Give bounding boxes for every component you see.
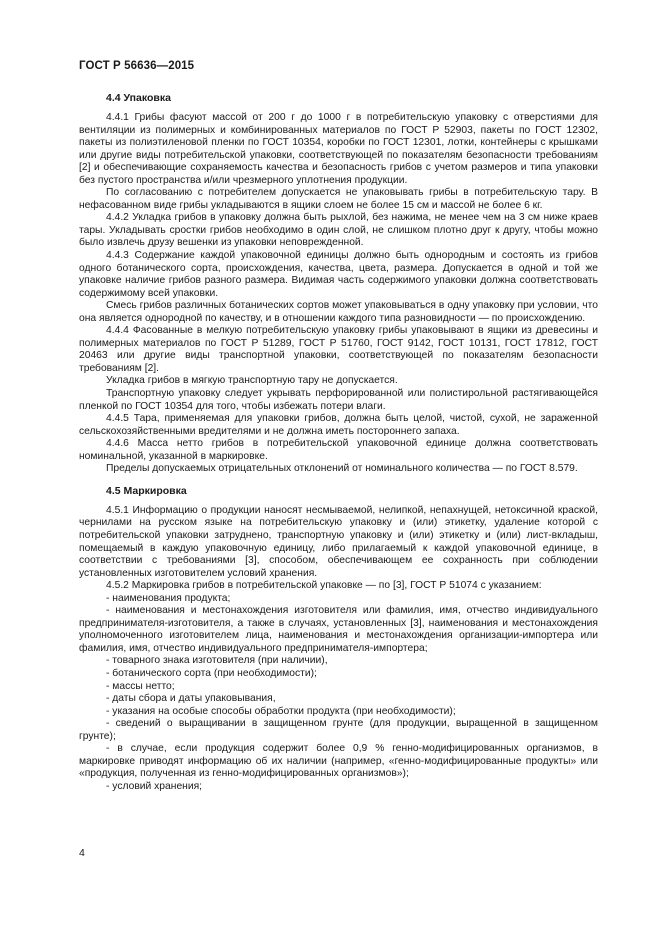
section-heading-marking: 4.5 Маркировка — [106, 484, 187, 497]
paragraph: 4.5.1 Информацию о продукции наносят несмываемой, нелипкой, непахнущей, нетоксичной краской, чернилами на русском языке на потребительскую упаковку и (или) этикетку, удаление которой с потребительской упаковки затруднено, транспортную упаковку и (или) этикетку и (или) лист-вкладыш, помещаемый в каждую упаковочную единицу, либо прилагаемый к каждой упаковочной единице, в соответствии с требованиями [3], способом, обеспечивающем ее сохранность при соблюдении установленных изготовителем условий хранения. — [79, 504, 598, 579]
list-item: - в случае, если продукция содержит более 0,9 % генно-модифицированных организмов, в маркировке приводят информацию об их наличии (например, «генно-модифицированные продукты» или «продукция, полученная из генно-модифицированных организмов»); — [79, 743, 598, 780]
paragraph: Пределы допускаемых отрицательных отклонений от номинального количества — по ГОСТ 8.579. — [106, 463, 578, 475]
document-header: ГОСТ Р 56636—2015 — [79, 60, 195, 72]
list-item: - сведений о выращивании в защищенном грунте (для продукции, выращенной в защищенном грунте); — [79, 718, 598, 742]
paragraph: 4.4.6 Масса нетто грибов в потребительской упаковочной единице должна соответствовать номинальной, указанной в маркировке. — [79, 438, 598, 462]
list-item: - массы нетто; — [106, 680, 175, 692]
paragraph: Укладка грибов в мягкую транспортную тару не допускается. — [106, 375, 398, 387]
paragraph: Смесь грибов различных ботанических сортов может упаковываться в одну упаковку при условии, что она является однородной по качеству, и в отношении каждого типа разновидности — по происхождению. — [79, 300, 598, 324]
list-item: - условий хранения; — [106, 780, 203, 792]
section-heading-packaging: 4.4 Упаковка — [106, 92, 171, 104]
list-item: - указания на особые способы обработки продукта (при необходимости); — [106, 705, 456, 717]
list-item: - наименования продукта; — [106, 592, 231, 604]
paragraph: 4.4.5 Тара, применяемая для упаковки грибов, должна быть целой, чистой, сухой, не зараженной сельскохозяйственными вредителями и не должна иметь постороннего запаха. — [79, 413, 598, 437]
paragraph: 4.4.4 Фасованные в мелкую потребительскую упаковку грибы упаковывают в ящики из древесины и полимерных материалов по ГОСТ Р 51289, ГОСТ Р 51760, ГОСТ 9142, ГОСТ 10131, ГОСТ 17812, ГОСТ 20463 или другие виды транспортной упаковки, соответствующей по показателям безопасности требованиям [2]. — [79, 325, 598, 374]
list-item: - даты сбора и даты упаковывания, — [106, 693, 276, 705]
list-item: - товарного знака изготовителя (при наличии), — [106, 655, 328, 667]
paragraph: По согласованию с потребителем допускается не упаковывать грибы в потребительскую тару. В нефасованном виде грибы укладываются в ящики слоем не более 15 см и массой не более 6 кг. — [79, 187, 598, 211]
list-item: - ботанического сорта (при необходимости); — [106, 667, 317, 679]
paragraph: 4.4.2 Укладка грибов в упаковку должна быть рыхлой, без нажима, не менее чем на 3 см ниже краев тары. Укладывать сростки грибов необходимо в один слой, не слишком плотно друг к другу, чтобы можно было извлечь друзу вешенки из упаковки неповрежденной. — [79, 212, 598, 249]
document-body — [79, 92, 598, 793]
list-item: - наименования и местонахождения изготовителя или фамилия, имя, отчество индивидуального предпринимателя-изготовителя, а также в случаях, установленных [3], наименования и местонахождения уполномоченного изготовителем лица, наименования и местонахождения организации-импортера или фамилия, имя, отчество индивидуального предпринимателя-импортера; — [79, 605, 598, 654]
page-number: 4 — [79, 847, 85, 859]
paragraph: 4.4.1 Грибы фасуют массой от 200 г до 1000 г в потребительскую упаковку с отверстиями для вентиляции из полимерных и комбинированных материалов по ГОСТ Р 52903, пакеты по ГОСТ 12302, пакеты из полиэтиленовой пленки по ГОСТ 10354, коробки по ГОСТ 12301, лотки, контейнеры с крышками или другие виды потребительской упаковки, соответствующей по показателям безопасности требованиям [2] и обеспечивающие сохраняемость качества и безопасность грибов с учетом размеров и типа упаковки без пустого пространства и/или чрезмерного уплотнения продукции. — [79, 112, 598, 186]
paragraph: 4.4.3 Содержание каждой упаковочной единицы должно быть однородным и состоять из грибов одного ботанического сорта, происхождения, качества, цвета, размера. Допускается в одной и той же упаковке наличие грибов разного размера. Видимая часть содержимого упаковки должна соответствовать содержимому всей упаковки. — [79, 250, 598, 299]
paragraph: Транспортную упаковку следует укрывать перфорированной или полистирольной растягивающейся пленкой по ГОСТ 10354 для того, чтобы избежать потери влаги. — [79, 388, 598, 412]
paragraph: 4.5.2 Маркировка грибов в потребительской упаковке — по [3], ГОСТ Р 51074 с указанием: — [106, 580, 542, 592]
